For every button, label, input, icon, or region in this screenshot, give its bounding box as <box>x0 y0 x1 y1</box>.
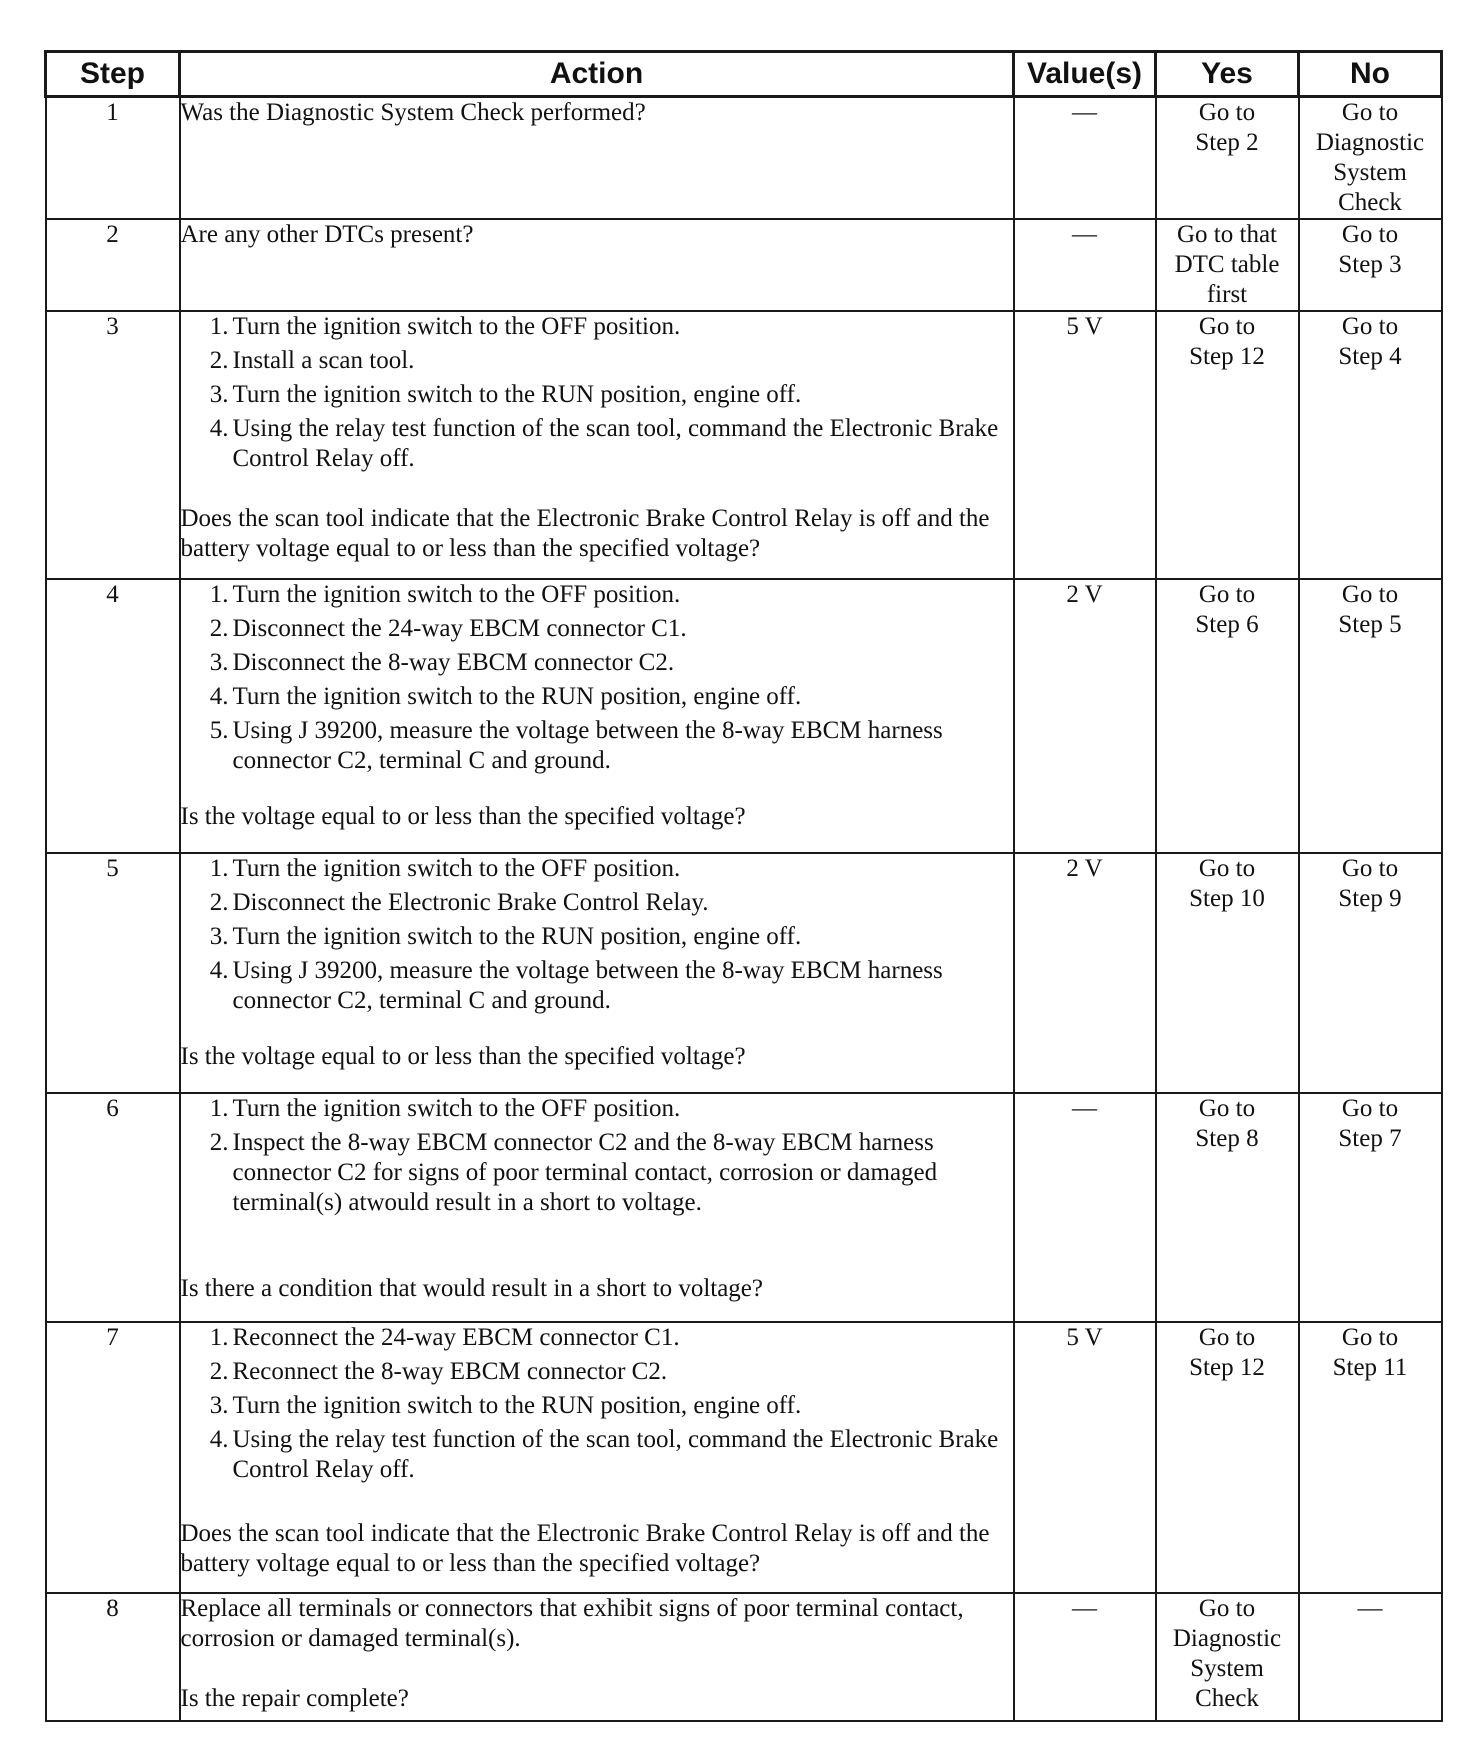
list-item: 5. Using J 39200, measure the voltage between the 8-way EBCM harness connector C2, terminal C and ground. <box>209 717 943 774</box>
no-cell: Go to Step 3 <box>1299 219 1442 311</box>
action-steps <box>181 854 1013 1016</box>
list-item: 1. Reconnect the 24-way EBCM connector C1. <box>209 1324 680 1351</box>
header-step: Step <box>46 52 180 97</box>
list-item: 3. Turn the ignition switch to the RUN position, engine off. <box>209 923 802 950</box>
no-cell: Go to Step 9 <box>1299 853 1442 1093</box>
value-cell: — <box>1014 97 1156 220</box>
list-item: 3. Turn the ignition switch to the RUN position, engine off. <box>209 1392 802 1419</box>
value-cell: — <box>1014 1093 1156 1322</box>
value-cell: 2 V <box>1014 579 1156 853</box>
yes-cell: Go to Step 2 <box>1156 97 1299 220</box>
no-cell: — <box>1299 1593 1442 1721</box>
list-item: 4. Turn the ignition switch to the RUN position, engine off. <box>209 683 802 710</box>
yes-cell: Go to Diagnostic System Check <box>1156 1593 1299 1721</box>
yes-cell: Go to Step 12 <box>1156 1322 1299 1593</box>
table-header-row <box>46 52 1442 97</box>
value-cell: — <box>1014 1593 1156 1721</box>
table-row <box>46 311 1442 579</box>
action-question: Is the voltage equal to or less than the specified voltage? <box>180 803 746 830</box>
value-cell: 5 V <box>1014 311 1156 579</box>
diagnostic-page <box>44 50 1440 1722</box>
no-cell: Go to Step 5 <box>1299 579 1442 853</box>
list-item: 3. Disconnect the 8-way EBCM connector C2. <box>209 649 675 676</box>
action-question: Does the scan tool indicate that the Electronic Brake Control Relay is off and the battery voltage equal to or less than the specified voltage? <box>180 505 990 562</box>
action-question: Are any other DTCs present? <box>180 221 474 248</box>
list-item: 1. Turn the ignition switch to the OFF position. <box>209 313 681 340</box>
action-cell <box>180 311 1014 579</box>
list-item: 2. Inspect the 8-way EBCM connector C2 and the 8-way EBCM harness connector C2 for signs of poor terminal contact, corrosion or damaged terminal(s) atwould result in a short to voltage. <box>209 1129 938 1216</box>
diagnostic-table <box>44 50 1443 1722</box>
list-item: 1. Turn the ignition switch to the OFF position. <box>209 581 681 608</box>
header-value: Value(s) <box>1014 52 1156 97</box>
action-intro: Replace all terminals or connectors that exhibit signs of poor terminal contact, corrosion or damaged terminal(s). <box>180 1595 964 1652</box>
header-no: No <box>1299 52 1442 97</box>
yes-cell: Go to Step 8 <box>1156 1093 1299 1322</box>
table-row <box>46 219 1442 311</box>
action-steps <box>181 580 1013 776</box>
step-number: 4 <box>46 579 180 853</box>
action-question: Was the Diagnostic System Check performed? <box>180 99 646 126</box>
action-cell <box>180 1322 1014 1593</box>
table-row <box>46 1093 1442 1322</box>
no-cell: Go to Step 4 <box>1299 311 1442 579</box>
step-number: 6 <box>46 1093 180 1322</box>
list-item: 4. Using J 39200, measure the voltage between the 8-way EBCM harness connector C2, terminal C and ground. <box>209 957 943 1014</box>
list-item: 3. Turn the ignition switch to the RUN position, engine off. <box>209 381 802 408</box>
list-item: 1. Turn the ignition switch to the OFF position. <box>209 1095 681 1122</box>
table-row <box>46 1593 1442 1721</box>
header-action: Action <box>180 52 1014 97</box>
action-cell <box>180 219 1014 311</box>
list-item: 2. Disconnect the 24-way EBCM connector C1. <box>209 615 687 642</box>
action-steps <box>181 1094 1013 1218</box>
header-yes: Yes <box>1156 52 1299 97</box>
step-number: 5 <box>46 853 180 1093</box>
action-question: Does the scan tool indicate that the Electronic Brake Control Relay is off and the battery voltage equal to or less than the specified voltage? <box>180 1520 990 1577</box>
step-number: 7 <box>46 1322 180 1593</box>
yes-cell: Go to Step 6 <box>1156 579 1299 853</box>
no-cell: Go to Diagnostic System Check <box>1299 97 1442 220</box>
action-cell <box>180 1093 1014 1322</box>
action-cell <box>180 853 1014 1093</box>
yes-cell: Go to that DTC table first <box>1156 219 1299 311</box>
table-row <box>46 853 1442 1093</box>
action-question: Is the repair complete? <box>180 1685 409 1712</box>
value-cell: 2 V <box>1014 853 1156 1093</box>
list-item: 2. Install a scan tool. <box>209 347 415 374</box>
list-item: 2. Disconnect the Electronic Brake Control Relay. <box>209 889 709 916</box>
yes-cell: Go to Step 10 <box>1156 853 1299 1093</box>
list-item: 4. Using the relay test function of the scan tool, command the Electronic Brake Control Relay off. <box>209 415 999 472</box>
list-item: 4. Using the relay test function of the scan tool, command the Electronic Brake Control Relay off. <box>209 1426 999 1483</box>
action-cell <box>180 97 1014 220</box>
action-question: Is the voltage equal to or less than the specified voltage? <box>180 1043 746 1070</box>
table-row <box>46 97 1442 220</box>
value-cell: 5 V <box>1014 1322 1156 1593</box>
list-item: 2. Reconnect the 8-way EBCM connector C2. <box>209 1358 668 1385</box>
action-question: Is there a condition that would result in a short to voltage? <box>180 1275 763 1302</box>
no-cell: Go to Step 7 <box>1299 1093 1442 1322</box>
no-cell: Go to Step 11 <box>1299 1322 1442 1593</box>
table-row <box>46 1322 1442 1593</box>
table-row <box>46 579 1442 853</box>
action-steps <box>181 1323 1013 1485</box>
step-number: 3 <box>46 311 180 579</box>
value-cell: — <box>1014 219 1156 311</box>
action-steps <box>181 312 1013 474</box>
action-cell <box>180 579 1014 853</box>
step-number: 1 <box>46 97 180 220</box>
step-number: 8 <box>46 1593 180 1721</box>
step-number: 2 <box>46 219 180 311</box>
yes-cell: Go to Step 12 <box>1156 311 1299 579</box>
list-item: 1. Turn the ignition switch to the OFF position. <box>209 855 681 882</box>
action-cell <box>180 1593 1014 1721</box>
